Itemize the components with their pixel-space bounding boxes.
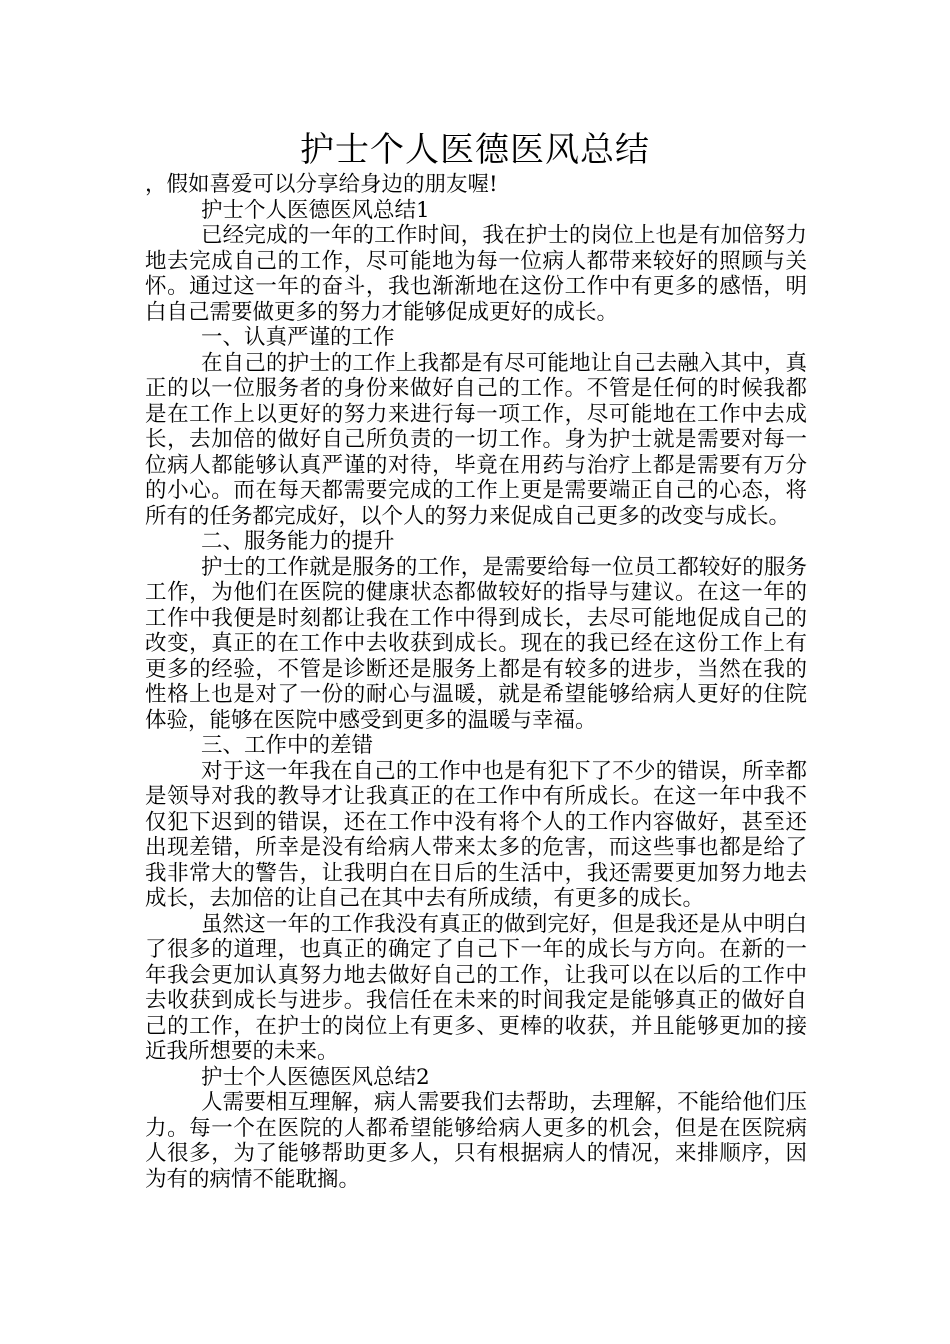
paragraph: 人需要相互理解，病人需要我们去帮助，去理解，不能给他们压力。每一个在医院的人都希望能够给病人更多的机会，但是在医院病人很多，为了能够帮助更多人，只有根据病人的情况，来排顺序，因为有的病情不能耽搁。 <box>145 1090 807 1192</box>
section-heading-work-errors: 三、工作中的差错 <box>201 733 374 758</box>
paragraph: 虽然这一年的工作我没有真正的做到完好，但是我还是从中明白了很多的道理，也真正的确定了自己下一年的成长与方向。在新的一年我会更加认真努力地去做好自己的工作，让我可以在以后的工作中去收获到成长与进步。我信任在未来的时间我定是能够真正的做好自己的工作，在护士的岗位上有更多、更棒的收获，并且能够更加的接近我所想要的未来。 <box>145 911 807 1064</box>
section-heading-summary-2: 护士个人医德医风总结2 <box>201 1064 430 1090</box>
paragraph: 对于这一年我在自己的工作中也是有犯下了不少的错误，所幸都是领导对我的教导才让我真正的在工作中有所成长。在这一年中我不仅犯下迟到的错误，还在工作中没有将个人的工作内容做好，甚至还出现差错，所幸是没有给病人带来太多的危害，而这些事也都是给了我非常大的警告，让我明白在日后的生活中，我还需要更加努力地去成长，去加倍的让自己在其中去有所成绩，有更多的成长。 <box>145 758 807 911</box>
paragraph: 在自己的护士的工作上我都是有尽可能地让自己去融入其中，真正的以一位服务者的身份来做好自己的工作。不管是任何的时候我都是在工作上以更好的努力来进行每一项工作，尽可能地在工作中去成长，去加倍的做好自己所负责的一切工作。身为护士就是需要对每一位病人都能够认真严谨的对待，毕竟在用药与治疗上都是需要有万分的小心。而在每天都需要完成的工作上更是需要端正自己的心态，将所有的任务都完成好，以个人的努力来促成自己更多的改变与成长。 <box>145 350 807 529</box>
section-heading-service-ability: 二、服务能力的提升 <box>201 529 395 554</box>
document-body <box>145 172 807 1192</box>
section-heading-rigorous-work: 一、认真严谨的工作 <box>201 325 395 350</box>
document-title: 护士个人医德医风总结 <box>300 130 650 170</box>
paragraph: 已经完成的一年的工作时间，我在护士的岗位上也是有加倍努力地去完成自己的工作，尽可能地为每一位病人都带来较好的照顾与关怀。通过这一年的奋斗，我也渐渐地在这份工作中有更多的感悟，明白自己需要做更多的努力才能够促成更好的成长。 <box>145 223 807 325</box>
paragraph: 护士的工作就是服务的工作，是需要给每一位员工都较好的服务工作，为他们在医院的健康状态都做较好的指导与建议。在这一年的工作中我便是时刻都让我在工作中得到成长，去尽可能地促成自己的改变，真正的在工作中去收获到成长。现在的我已经在这份工作上有更多的经验，不管是诊断还是服务上都是有较多的进步，当然在我的性格上也是对了一份的耐心与温暖，就是希望能够给病人更好的住院体验，能够在医院中感受到更多的温暖与幸福。 <box>145 554 807 733</box>
section-heading-summary-1: 护士个人医德医风总结1 <box>201 197 430 223</box>
intro-line: ，假如喜爱可以分享给身边的朋友喔! <box>145 172 498 197</box>
